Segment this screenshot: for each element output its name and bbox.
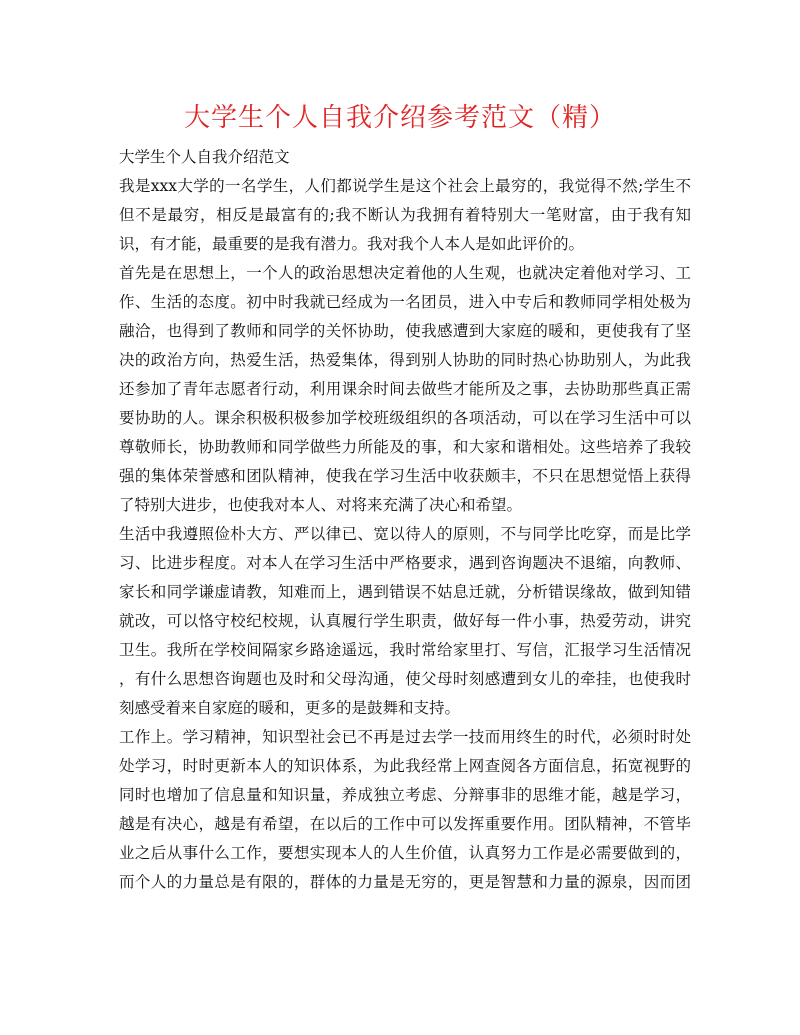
text-line: 业之后从事什么工作，要想实现本人的人生价值，认真努力工作是必需要做到的， xyxy=(119,844,691,862)
text-line: 习、比进步程度。对本人在学习生活中严格要求，遇到咨询题决不退缩，向教师、 xyxy=(119,554,691,572)
text-line: 而个人的力量总是有限的，群体的力量是无穷的，更是智慧和力量的源泉，因而团 xyxy=(119,873,691,891)
text-line: 越是有决心，越是有希望，在以后的工作中可以发挥重要作用。团队精神，不管毕 xyxy=(119,815,691,833)
text-line: 家长和同学谦虚请教，知难而上，遇到错误不姑息迁就，分析错误缘故，做到知错 xyxy=(119,583,691,601)
text-line: 工作上。学习精神，知识型社会已不再是过去学一技而用终生的时代，必须时时处 xyxy=(119,728,691,746)
text-line: 同时也增加了信息量和知识量，养成独立考虑、分辩事非的思维才能，越是学习， xyxy=(119,786,691,804)
text-line: 我是xxx大学的一名学生，人们都说学生是这个社会上最穷的，我觉得不然;学生不 xyxy=(119,177,691,195)
text-line: 就改，可以恪守校纪校规，认真履行学生职责，做好每一件小事，热爱劳动，讲究 xyxy=(119,612,691,630)
text-line: 但不是最穷，相反是最富有的;我不断认为我拥有着特别大一笔财富，由于我有知 xyxy=(119,206,691,224)
text-line-subtitle: 大学生个人自我介绍范文 xyxy=(119,148,290,166)
text-line: 刻感受着来自家庭的暖和，更多的是鼓舞和支持。 xyxy=(119,699,461,717)
text-line: 生活中我遵照俭朴大方、严以律已、宽以待人的原则，不与同学比吃穿，而是比学 xyxy=(119,525,691,543)
text-line: 识，有才能，最重要的是我有潜力。我对我个人本人是如此评价的。 xyxy=(119,235,585,253)
text-line: 融洽，也得到了教师和同学的关怀协助，使我感遭到大家庭的暖和，更使我有了坚 xyxy=(119,322,691,340)
text-line: 作、生活的态度。初中时我就已经成为一名团员，进入中专后和教师同学相处极为 xyxy=(119,293,691,311)
text-line: 首先是在思想上，一个人的政治思想决定着他的人生观，也就决定着他对学习、工 xyxy=(119,264,691,282)
document-title: 大学生个人自我介绍参考范文（精） xyxy=(183,103,616,133)
text-line: 要协助的人。课余积极积极参加学校班级组织的各项活动，可以在学习生活中可以 xyxy=(119,409,691,427)
text-line: ，有什么思想咨询题也及时和父母沟通，使父母时刻感遭到女儿的牵挂，也使我时 xyxy=(119,670,691,688)
text-line: 还参加了青年志愿者行动，利用课余时间去做些才能所及之事，去协助那些真正需 xyxy=(119,380,691,398)
text-line: 决的政治方向，热爱生活，热爱集体，得到别人协助的同时热心协助别人，为此我 xyxy=(119,351,691,369)
text-line: 尊敬师长，协助教师和同学做些力所能及的事，和大家和谐相处。这些培养了我较 xyxy=(119,438,691,456)
text-line: 卫生。我所在学校间隔家乡路途遥远，我时常给家里打、写信，汇报学习生活情况 xyxy=(119,641,691,659)
text-line: 处学习，时时更新本人的知识体系，为此我经常上网查阅各方面信息，拓宽视野的 xyxy=(119,757,691,775)
text-line: 了特别大进步，也使我对本人、对将来充满了决心和希望。 xyxy=(119,496,523,514)
document-body xyxy=(119,143,691,897)
text-line: 强的集体荣誉感和团队精神，使我在学习生活中收获颇丰，不只在思想觉悟上获得 xyxy=(119,467,691,485)
